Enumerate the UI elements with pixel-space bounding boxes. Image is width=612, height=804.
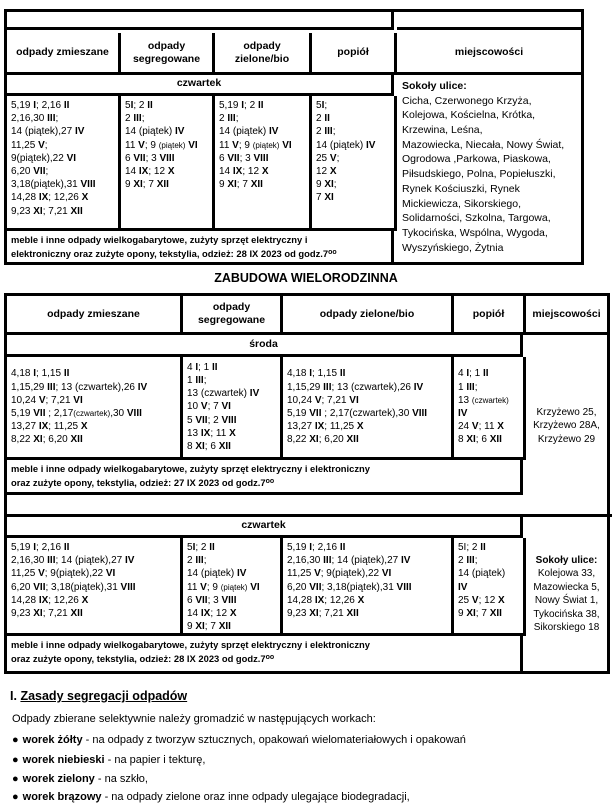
date-line: 11,25 V; bbox=[11, 139, 48, 151]
date-line: 11 V; 9 (piątek) VI bbox=[125, 139, 198, 151]
schedule-table-multi-family bbox=[4, 293, 610, 674]
cell-segregated bbox=[121, 96, 215, 231]
date-line: 5,19 I; 2 II bbox=[219, 100, 264, 111]
date-line: 2 III; bbox=[316, 126, 336, 138]
date-line: 13 (czwartek) IV bbox=[187, 388, 260, 400]
location-line: Nowy Świat 1, bbox=[534, 595, 599, 606]
date-line: 8,22 XI; 6,20 XII bbox=[287, 434, 359, 446]
date-line: 5,19 VII ; 2,17(czwartek),30 VIII bbox=[11, 408, 142, 419]
date-line: 13,27 IX; 11,25 X bbox=[287, 421, 364, 433]
location-line: Kolejowa, Kościelna, Krótka, bbox=[402, 109, 536, 122]
location-line: Tykocińska 38, bbox=[533, 608, 600, 620]
date-line: 4 I; 1 II bbox=[458, 368, 489, 380]
bullet-icon: ● bbox=[12, 734, 19, 746]
cell-mixed-block1 bbox=[7, 357, 183, 460]
cell-mixed bbox=[7, 96, 121, 231]
cell-segregated-block1 bbox=[183, 357, 283, 460]
date-line: 12 X bbox=[316, 165, 337, 177]
cell-segregated-block2 bbox=[183, 538, 283, 636]
date-line: 5 VII; 2 VIII bbox=[187, 414, 237, 426]
bulky-waste-date: 27 IX 2023 od godz.7 bbox=[173, 476, 266, 488]
day-label-block1: środa bbox=[7, 335, 523, 357]
bulky-waste-note-block1: meble i inne odpady wielkogabarytowe, zużyty sprzęt elektryczny i elektroniczny oraz zużyte opony, tekstylia, odzież: 27 IX 2023 od $godz.7^{oo}$ bbox=[7, 460, 523, 492]
location-line: Tykocińska, Wspólna, Wygoda, bbox=[402, 226, 548, 239]
location-line: Krzyżewo 25, bbox=[536, 406, 597, 418]
location-line: Krzyżewo 29 bbox=[537, 433, 596, 445]
header-locations: miejscowości bbox=[397, 33, 581, 75]
date-line: 14 (piątek) IV bbox=[125, 126, 185, 138]
header-locations: miejscowości bbox=[526, 296, 607, 335]
locations-title: Sokoły ulice: bbox=[402, 80, 467, 92]
date-line: 25 V; bbox=[316, 152, 340, 164]
locations-list bbox=[402, 94, 576, 256]
date-line: 5,19 I; 2,16 II bbox=[287, 542, 346, 553]
cell-mixed-block2 bbox=[7, 538, 183, 636]
cell-ash-block2 bbox=[454, 538, 526, 636]
date-line: 9 XI; 7 XII bbox=[187, 621, 231, 633]
header-segregated: odpady segregowane bbox=[183, 296, 283, 335]
date-line: 1,15,29 III; 13 (czwartek),26 IV bbox=[11, 381, 148, 393]
date-line: 14 IX; 12 X bbox=[219, 165, 269, 177]
bulky-waste-note-block2: meble i inne odpady wielkogabarytowe, zużyty sprzęt elektryczny i elektroniczny oraz zużyte opony, tekstylia, odzież: 28 IX 2023 od $godz.7^{oo}$ bbox=[7, 636, 523, 671]
date-line: 5I; 2 II bbox=[458, 542, 486, 553]
cell-ash-block1 bbox=[454, 357, 526, 460]
date-line: 14,28 IX; 12,26 X bbox=[11, 192, 89, 204]
header-green: odpady zielone/bio bbox=[215, 33, 312, 75]
location-line: Cicha, Czerwonego Krzyża, bbox=[402, 94, 532, 107]
location-line: Sikorskiego 18 bbox=[533, 622, 600, 633]
date-line: 14 (piątek) IV bbox=[187, 568, 247, 580]
date-line: 2 III; bbox=[219, 113, 239, 125]
bullet-icon: ● bbox=[12, 773, 19, 785]
date-line: 14 (piątek) IV bbox=[219, 126, 279, 138]
date-line: IV bbox=[458, 581, 468, 593]
header-ash: popiół bbox=[312, 33, 397, 75]
date-line: 5I; 2 II bbox=[187, 542, 215, 553]
table-title-bar-left bbox=[7, 12, 394, 30]
date-line: 11 V; 9 (piątek) VI bbox=[219, 139, 292, 151]
header-segregated: odpady segregowane bbox=[121, 33, 215, 75]
date-line: 9(piątek),22 VI bbox=[11, 152, 77, 164]
locations-title: Sokoły ulice: bbox=[535, 554, 598, 566]
location-line: Piłsudskiego, Polna, Popiełuszki, bbox=[402, 168, 556, 181]
rules-heading: I. Zasady segregacji odpadów bbox=[10, 689, 188, 703]
date-line: 14 (piątek) IV bbox=[316, 139, 376, 151]
date-line: 9,23 XI; 7,21 XII bbox=[11, 205, 83, 217]
header-mixed: odpady zmieszane bbox=[7, 33, 121, 75]
date-line: 1,15,29 III; 13 (czwartek),26 IV bbox=[287, 381, 424, 393]
date-line: 10,24 V; 7,21 VI bbox=[11, 394, 83, 406]
date-line: 9,23 XI; 7,21 XII bbox=[11, 607, 83, 619]
date-line: 6,20 VII; 3,18(piątek),31 VIII bbox=[11, 581, 136, 593]
date-line: 7 XI bbox=[316, 192, 334, 204]
cell-green bbox=[215, 96, 312, 231]
date-line: 11,25 V; 9(piątek),22 VI bbox=[287, 568, 392, 580]
date-line: 14 IX; 12 X bbox=[187, 607, 237, 619]
date-line: 6 VII; 3 VIII bbox=[125, 152, 175, 164]
header-green: odpady zielone/bio bbox=[283, 296, 454, 335]
location-line: Mazowiecka 5, bbox=[533, 581, 600, 593]
table-title-bar-right bbox=[397, 12, 581, 30]
date-line: 6 VII; 3 VIII bbox=[187, 594, 237, 606]
date-line: 4,18 I; 1,15 II bbox=[11, 368, 70, 380]
date-line: 9 XI; 7 XII bbox=[219, 179, 263, 191]
cell-green-block1 bbox=[283, 357, 454, 460]
date-line: 6,20 VII; 3,18(piątek),31 VIII bbox=[287, 581, 412, 593]
date-line: 14,28 IX; 12,26 X bbox=[11, 594, 89, 606]
rule-item-yellow: ● worek żółty - na odpady z tworzyw sztucznych, opakowań wielomateriałowych i opakowań bbox=[12, 734, 466, 746]
date-line: 4 I; 1 II bbox=[187, 361, 218, 373]
cell-ash bbox=[312, 96, 397, 231]
date-line: 1 III; bbox=[458, 381, 478, 393]
locations-cell bbox=[397, 75, 581, 262]
date-line: 5,19 I; 2,16 II bbox=[11, 542, 70, 553]
location-line: Rynek Kościuszki, Rynek bbox=[402, 182, 520, 195]
rule-item-green: ● worek zielony - na szkło, bbox=[12, 773, 148, 785]
date-line: 9 XI; bbox=[316, 179, 337, 191]
date-line: 2 III; bbox=[125, 113, 145, 125]
date-line: 11 V; 9 (piątek) VI bbox=[187, 581, 260, 593]
date-line: 2,16,30 III; bbox=[11, 113, 59, 125]
date-line: 9 XI; 7 XII bbox=[458, 607, 502, 619]
header-ash: popiół bbox=[454, 296, 526, 335]
header-mixed: odpady zmieszane bbox=[7, 296, 183, 335]
date-line: 2 II bbox=[316, 113, 330, 125]
date-line: 8 XI; 6 XII bbox=[458, 434, 502, 446]
location-line: Krzyżewo 28A, bbox=[533, 420, 600, 432]
bullet-icon: ● bbox=[12, 754, 19, 766]
locations-list bbox=[530, 406, 603, 447]
bulky-waste-date: 28 IX 2023 od godz.7 bbox=[173, 652, 266, 664]
date-line: 4,18 I; 1,15 II bbox=[287, 368, 346, 380]
date-line: 11,25 V; 9(piątek),22 VI bbox=[11, 568, 116, 580]
date-line: 5,19 VII ; 2,17(czwartek),30 VIII bbox=[287, 408, 428, 419]
cell-green-block2 bbox=[283, 538, 454, 636]
date-line: 14 IX; 12 X bbox=[125, 165, 175, 177]
date-line: IV bbox=[458, 408, 468, 419]
bullet-icon: ● bbox=[12, 791, 19, 803]
date-line: 14 (piątek) bbox=[458, 568, 506, 580]
location-line: Kolejowa 33, bbox=[537, 568, 596, 579]
location-line: Ogrodowa ,Parkowa, Piaskowa, bbox=[402, 153, 551, 166]
location-line: Krzewina, Leśna, bbox=[402, 124, 483, 137]
date-line: 9 XI; 7 XII bbox=[125, 179, 169, 191]
location-line: Wyszyńskiego, Żytnia bbox=[402, 241, 504, 254]
location-line: Solidarności, Szkolna, Targowa, bbox=[402, 212, 551, 225]
bulky-waste-date: 28 IX 2023 od godz.7 bbox=[236, 247, 329, 259]
date-line: 14 (piątek),27 IV bbox=[11, 126, 85, 138]
date-line: 2,16,30 III; 14 (piątek),27 IV bbox=[287, 555, 411, 567]
locations-cell-block2 bbox=[526, 517, 607, 671]
block-separator bbox=[7, 492, 523, 495]
date-line: 25 V; 12 X bbox=[458, 594, 505, 606]
date-line: 8 XI; 6 XII bbox=[187, 440, 231, 452]
schedule-table-single-family bbox=[4, 9, 584, 265]
date-line: 24 V; 11 X bbox=[458, 421, 504, 433]
rules-intro: Odpady zbierane selektywnie należy gromadzić w następujących workach: bbox=[12, 713, 376, 725]
date-line: 6 VII; 3 VIII bbox=[219, 152, 269, 164]
date-line: 5I; bbox=[316, 100, 328, 111]
day-label: czwartek bbox=[7, 75, 394, 96]
bulky-waste-note: meble i inne odpady wielkogabarytowe, zużyty sprzęt elektryczny i elektroniczny oraz zużyte opony, tekstylia, odzież: 28 IX 2023 od $godz.7^{oo}$ bbox=[7, 231, 394, 262]
date-line: 8,22 XI; 6,20 XII bbox=[11, 434, 83, 446]
date-line: 10 V; 7 VI bbox=[187, 401, 231, 413]
date-line: 2 III; bbox=[187, 555, 207, 567]
date-line: 2,16,30 III; 14 (piątek),27 IV bbox=[11, 555, 135, 567]
date-line: 5,19 I; 2,16 II bbox=[11, 100, 70, 111]
locations-cell-block1 bbox=[526, 335, 607, 517]
location-line: Mickiewicza, Sikorskiego, bbox=[402, 197, 522, 210]
date-line: 3,18(piątek),31 VIII bbox=[11, 179, 96, 191]
rule-item-blue: ● worek niebieski - na papier i tekturę, bbox=[12, 754, 206, 766]
rule-item-brown: ● worek brązowy - na odpady zielone oraz inne odpady ulegające biodegradacji, bbox=[12, 791, 410, 803]
date-line: 13 (czwartek) bbox=[458, 394, 509, 406]
day-label-block2: czwartek bbox=[7, 517, 523, 538]
section-heading-multi-family: ZABUDOWA WIELORODZINNA bbox=[214, 271, 398, 285]
location-line: Mazowiecka, Niecała, Nowy Świat, bbox=[402, 138, 565, 151]
date-line: 13 IX; 11 X bbox=[187, 427, 236, 439]
date-line: 14,28 IX; 12,26 X bbox=[287, 594, 365, 606]
locations-list bbox=[530, 567, 603, 635]
date-line: 6,20 VII; bbox=[11, 165, 49, 177]
date-line: 13,27 IX; 11,25 X bbox=[11, 421, 88, 433]
date-line: 5I; 2 II bbox=[125, 100, 153, 111]
date-line: 2 III; bbox=[458, 555, 478, 567]
date-line: 9,23 XI; 7,21 XII bbox=[287, 607, 359, 619]
date-line: 1 III; bbox=[187, 375, 207, 387]
rules-title: Zasady segregacji odpadów bbox=[20, 689, 188, 703]
date-line: 10,24 V; 7,21 VI bbox=[287, 394, 359, 406]
